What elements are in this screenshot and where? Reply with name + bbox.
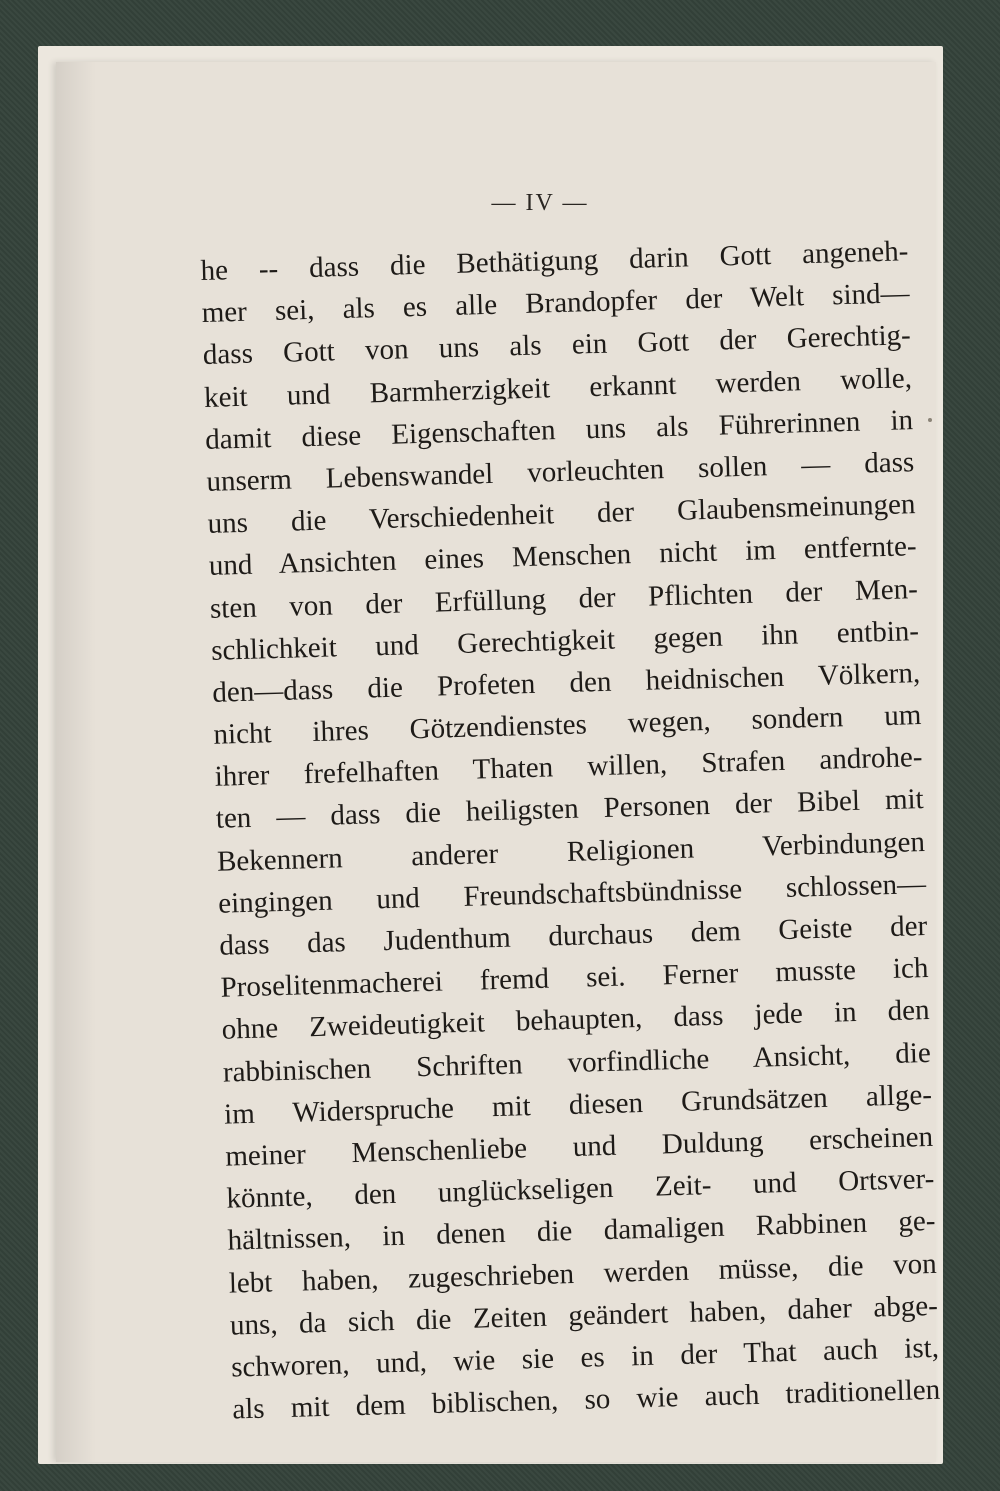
spine-shadow <box>56 62 96 1462</box>
text-line: he -- dass die Bethätigung darin Gott angeneh- <box>200 235 909 287</box>
text-line: meiner Menschenliebe und Duldung erscheinen <box>224 1120 934 1173</box>
text-line: und Ansichten eines Menschen nicht im entfernte- <box>208 530 918 583</box>
text-line: den—dass die Profeten den heidnischen Völkern, <box>211 656 921 709</box>
text-line: uns, da sich die Zeiten geändert haben, daher abge- <box>229 1289 939 1342</box>
text-line: ihrer frefelhaften Thaten willen, Strafen androhe- <box>214 741 923 794</box>
text-line: hältnissen, in denen die damaligen Rabbinen ge- <box>227 1205 936 1257</box>
text-line: damit diese Eigenschaften uns als Führerinnen in <box>204 403 914 456</box>
body-text <box>200 230 941 1431</box>
text-line: lebt haben, zugeschrieben werden müsse, die von <box>228 1247 938 1300</box>
text-line: schworen, und, wie sie es in der That auch ist, <box>230 1331 940 1384</box>
text-line: ohne Zweideutigkeit behaupten, dass jede in den <box>221 994 930 1047</box>
text-line: Bekennern anderer Religionen Verbindungen <box>216 825 926 878</box>
text-line: dass Gott von uns als ein Gott der Gerechtig- <box>202 319 912 372</box>
text-line: schlichkeit und Gerechtigkeit gegen ihn entbin- <box>210 614 920 667</box>
text-line: im Widerspruche mit diesen Grundsätzen allge- <box>223 1078 933 1131</box>
text-line: nicht ihres Götzendienstes wegen, sondern um <box>213 699 922 751</box>
text-line: unserm Lebenswandel vorleuchten sollen — dass <box>206 446 915 498</box>
text-line: Proselitenmacherei fremd sei. Ferner musste ich <box>220 952 929 1004</box>
text-line: könnte, den unglückseligen Zeit- und Ortsver- <box>226 1162 935 1215</box>
text-line: keit und Barmherzigkeit erkannt werden wolle, <box>203 361 913 414</box>
text-line: dass das Judenthum durchaus dem Geiste der <box>218 909 928 962</box>
paper-speck <box>928 418 932 422</box>
text-line: ten — dass die heiligsten Personen der Bibel mit <box>215 783 925 836</box>
page-number: — IV — <box>491 190 589 216</box>
text-line: sten von der Erfüllung der Pflichten der Men- <box>209 572 919 625</box>
text-line: mer sei, als es alle Brandopfer der Welt sind— <box>201 277 910 330</box>
text-line: rabbinischen Schriften vorfindliche Ansicht, die <box>222 1036 932 1089</box>
text-line: als mit dem biblischen, so wie auch traditionellen <box>231 1373 941 1426</box>
text-line: uns die Verschiedenheit der Glaubensmeinungen <box>207 488 916 541</box>
text-line: eingingen und Freundschaftsbündnisse schlossen— <box>217 867 927 920</box>
